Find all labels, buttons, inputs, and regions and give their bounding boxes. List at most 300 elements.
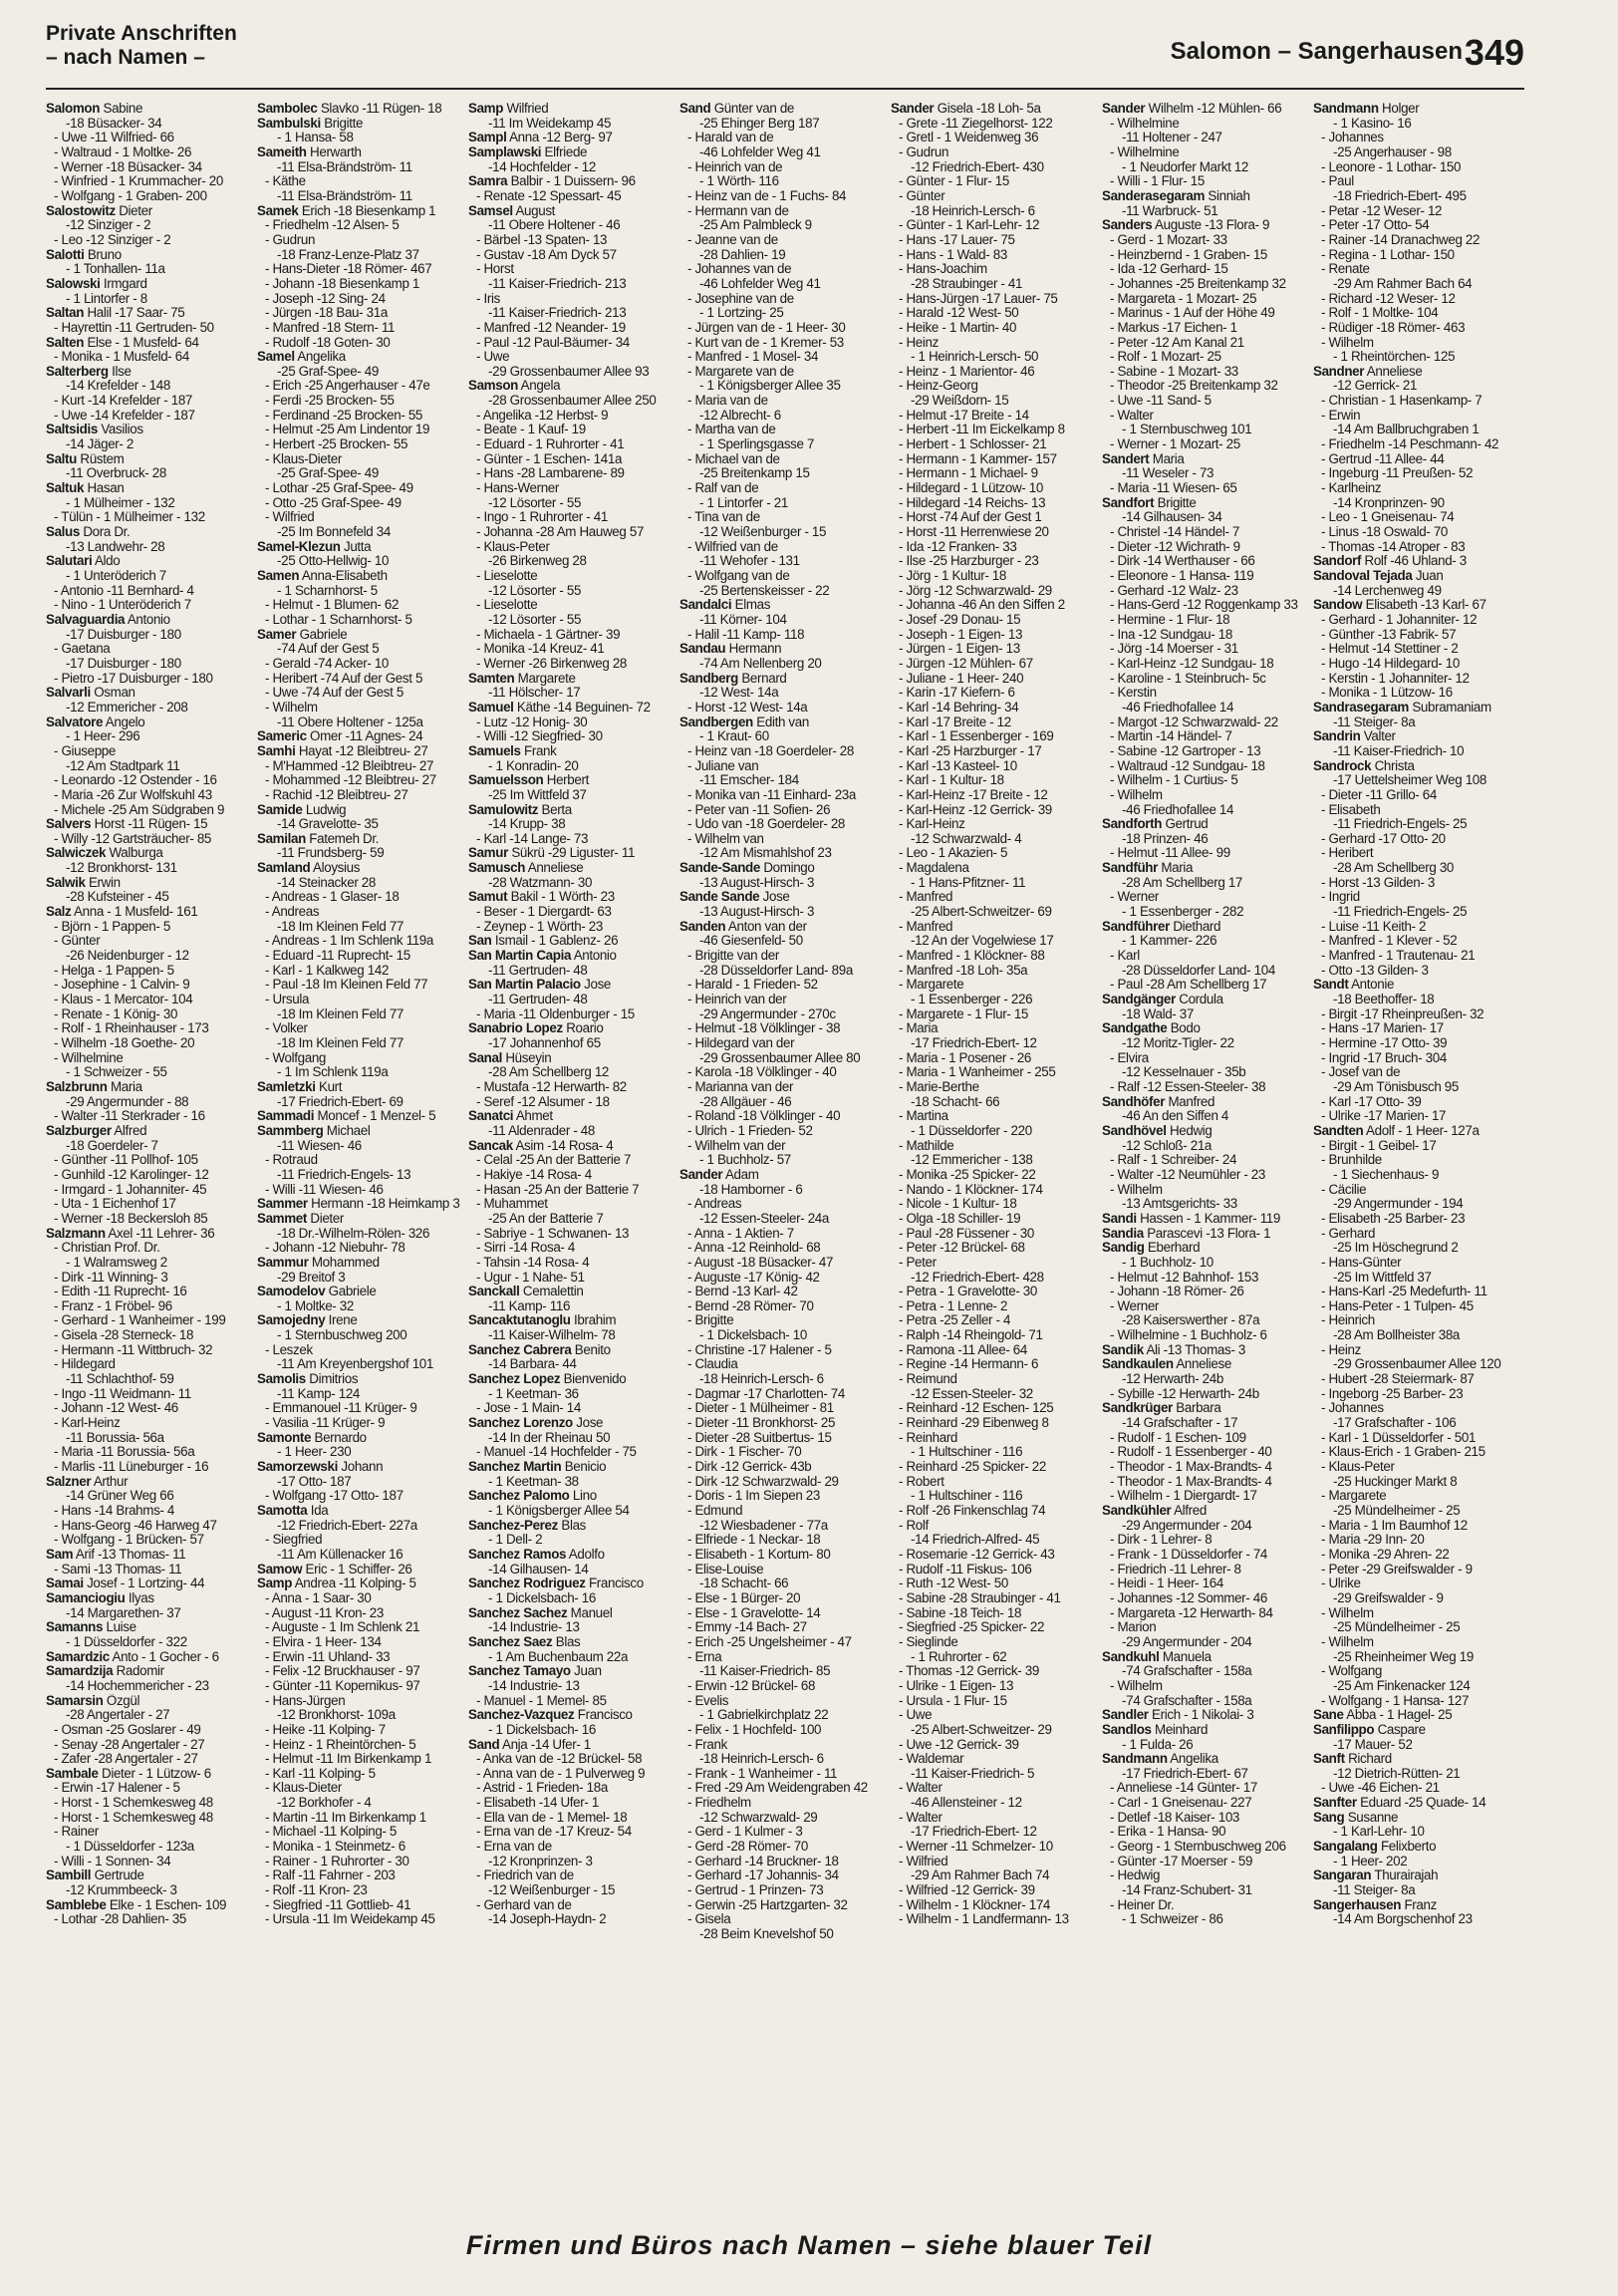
entry-details: Cemalettin [522, 1285, 584, 1299]
entry-details: Sükrü -29 Liguster- 11 [511, 846, 636, 861]
page-header [0, 0, 1618, 96]
entry-headline [468, 701, 677, 716]
entry-headline [1313, 978, 1522, 993]
entry-continuation: -29 Angermunder - 270c [699, 1006, 836, 1021]
entry-continuation: -46 Friedhofallee 14 [1122, 802, 1234, 817]
entry-subline: - Leo - 1 Akazien- 5 [899, 846, 1008, 861]
entry-subline: - Eduard -11 Ruprecht- 15 [265, 949, 410, 964]
entry-subline: - Renate - 1 König- 30 [54, 1006, 178, 1021]
entry-details: Valter [1363, 729, 1396, 744]
entry-headline [46, 1591, 255, 1606]
entry-headline [468, 890, 677, 905]
entry-subline: - Horst -11 Herrenwiese 20 [899, 525, 1049, 540]
entry-headline [1102, 1357, 1311, 1372]
entry-subline: - Hakiye -14 Rosa- 4 [476, 1167, 592, 1182]
surname: Sandgänger [1102, 993, 1176, 1007]
surname: Sammadi [257, 1109, 315, 1124]
surname: Sandfort [1102, 495, 1155, 510]
entry-continuation: -14 Grüner Weg 66 [66, 1489, 174, 1504]
entry-headline [1102, 1708, 1311, 1723]
directory-column [1102, 102, 1311, 2212]
entry-subline: - Peter van -11 Sofien- 26 [687, 802, 831, 817]
entry-subline: - Wolfgang [1321, 1664, 1383, 1679]
entry-subline: - Dirk -12 Schwarzwald- 29 [687, 1474, 839, 1489]
entry-headline [468, 1021, 677, 1036]
entry-subline: - Hasan -25 An der Batterie 7 [476, 1182, 640, 1197]
entry-details: Hermann [728, 642, 782, 657]
entry-details: Rüstem [80, 451, 125, 466]
entry-headline [46, 1080, 255, 1095]
entry-subline: - Marie-Berthe [899, 1079, 979, 1094]
entry-details: Subramaniam [1412, 700, 1491, 715]
entry-continuation: -12 Essen-Steeler- 24a [699, 1211, 829, 1226]
entry-subline: - M'Hammed -12 Bleibtreu- 27 [265, 758, 434, 773]
entry-subline: - Johann -18 Biesenkamp 1 [265, 276, 420, 291]
entry-details: Fatemeh Dr. [309, 831, 380, 846]
entry-subline: - Heinz [899, 335, 939, 350]
entry-headline [468, 1738, 677, 1753]
entry-headline [1102, 102, 1311, 117]
entry-continuation: - 1 Sternbuschweg 200 [277, 1328, 407, 1343]
entry-subline: - Kerstin - 1 Johanniter- 12 [1321, 671, 1470, 686]
entry-continuation: -11 Kaiser-Wilhelm- 78 [488, 1328, 616, 1343]
entry-details: Herbert [546, 773, 589, 788]
entry-continuation: -11 Wiesen- 46 [277, 1138, 362, 1153]
entry-subline: - Karl -14 Behring- 34 [899, 700, 1019, 715]
entry-continuation: -12 Emmericher - 138 [911, 1153, 1033, 1168]
surname: Saltsidis [46, 423, 98, 437]
entry-subline: - Rudolf -11 Fiskus- 106 [899, 1562, 1032, 1577]
entry-subline: - Manfred - 1 Trautenau- 21 [1321, 949, 1476, 964]
entry-continuation: -25 Im Wittfeld 37 [488, 787, 587, 802]
entry-continuation: - 1 Tonhallen- 11a [66, 262, 165, 277]
entry-continuation: -28 Beim Knevelshof 50 [699, 1927, 834, 1942]
entry-details: Irene [328, 1313, 358, 1328]
entry-headline [1313, 102, 1522, 117]
entry-continuation: -18 Schacht- 66 [911, 1094, 1000, 1109]
entry-subline: - Günter - 1 Flur- 15 [899, 174, 1009, 189]
entry-subline: - Martin -14 Händel- 7 [1110, 729, 1232, 744]
entry-continuation: -25 Graf-Spee- 49 [277, 466, 379, 481]
entry-subline: - Sami -13 Thomas- 11 [54, 1562, 182, 1577]
entry-subline: - Michael -11 Kolping- 5 [265, 1825, 398, 1840]
entry-continuation: -13 August-Hirsch- 3 [699, 905, 815, 920]
surname: Samson [468, 379, 518, 394]
entry-headline [257, 861, 466, 876]
entry-subline: - Wilfried [899, 1854, 948, 1868]
surname: Sandoval Tejada [1313, 569, 1413, 583]
entry-continuation: -14 Hochemmericher - 23 [66, 1678, 209, 1693]
entry-subline: - Heidi - 1 Heer- 164 [1110, 1577, 1223, 1591]
entry-subline: - Hildegard [54, 1357, 116, 1372]
entry-subline: - Heinz [1321, 1342, 1361, 1357]
surname: Sam [46, 1547, 74, 1562]
entry-subline: - Klaus-Erich - 1 Graben- 215 [1321, 1445, 1485, 1460]
entry-continuation: -25 Huckinger Markt 8 [1333, 1474, 1458, 1489]
entry-subline: - Waltraud - 1 Moltke- 26 [54, 144, 192, 159]
surname: Sandau [679, 642, 726, 657]
entry-details: Bodo [1170, 1021, 1201, 1036]
entry-subline: - Tülün - 1 Mülheimer - 132 [54, 510, 205, 525]
entry-subline: - Gerhard - 1 Johanniter- 12 [1321, 612, 1478, 627]
entry-subline: - Fred -29 Am Weidengraben 42 [687, 1781, 868, 1796]
entry-subline: - Gerhard -12 Walz- 23 [1110, 583, 1238, 598]
surname: Salz [46, 905, 72, 920]
surname: Sambulski [257, 116, 321, 131]
entry-continuation: - 1 Keetman- 38 [488, 1474, 579, 1489]
entry-details: Diethard [1173, 919, 1221, 934]
entry-subline: - Karl-Heinz -12 Sundgau- 18 [1110, 656, 1274, 671]
entry-subline: - Kerstin [1110, 686, 1157, 701]
entry-continuation: -28 Watzmann- 30 [488, 875, 593, 890]
surname: Sandmann [1313, 102, 1379, 116]
entry-continuation: - 1 Düsseldorfer - 123a [66, 1840, 194, 1855]
entry-continuation: -12 Krummbeeck- 3 [66, 1883, 177, 1898]
entry-subline: - Günther -13 Fabrik- 57 [1321, 627, 1457, 642]
entry-subline: - Manfred -18 Stern- 11 [265, 320, 396, 335]
entry-headline [1102, 861, 1311, 876]
entry-continuation: -11 Obere Holtener - 125a [277, 715, 423, 729]
entry-subline: - Eduard - 1 Ruhrorter - 41 [476, 437, 625, 452]
entry-continuation: -26 Neidenburger - 12 [66, 949, 189, 964]
entry-headline [257, 145, 466, 160]
entry-subline: - Horst -13 Gilden- 3 [1321, 875, 1435, 890]
entry-headline [46, 1577, 255, 1591]
entry-details: Bienvenido [563, 1372, 627, 1387]
entry-headline [257, 102, 466, 117]
entry-subline: - Rüdiger -18 Römer- 463 [1321, 320, 1466, 335]
entry-continuation: -11 Friedrich-Engels- 25 [1333, 817, 1468, 832]
entry-details: Asim -14 Rosa- 4 [515, 1138, 614, 1153]
entry-headline [679, 861, 889, 876]
surname: Samur [468, 846, 508, 861]
entry-subline: - Edith -11 Ruprecht- 16 [54, 1285, 187, 1299]
entry-continuation: -46 Lohfelder Weg 41 [699, 144, 821, 159]
entry-subline: - Hans-Joachim [899, 262, 987, 277]
surname: Sanderasegaram [1102, 188, 1206, 203]
entry-subline: - Wolfgang - 1 Graben- 200 [54, 188, 207, 203]
entry-headline [257, 1372, 466, 1387]
entry-subline: - Uwe -46 Eichen- 21 [1321, 1781, 1440, 1796]
entry-headline [468, 1460, 677, 1475]
surname: Samai [46, 1577, 84, 1591]
surname: Salutari [46, 554, 93, 569]
entry-subline: - Anna van de - 1 Pulverweg 9 [476, 1766, 646, 1781]
surname: Salzner [46, 1474, 92, 1489]
entry-continuation: - 1 Dell- 2 [488, 1533, 543, 1548]
entry-headline [1102, 1227, 1311, 1242]
surname: Salterberg [46, 364, 109, 379]
surname: Sandt [1313, 978, 1349, 993]
entry-subline: - Waltraud -12 Sundgau- 18 [1110, 758, 1265, 773]
entry-subline: - Petra - 1 Lenne- 2 [899, 1298, 1008, 1313]
entry-subline: - Brigitte [687, 1313, 734, 1328]
entry-subline: - Anna -12 Reinhold- 68 [687, 1241, 821, 1256]
surname: Samra [468, 174, 508, 189]
entry-details: Mohammed [311, 1255, 380, 1270]
entry-details: Aloysius [313, 861, 361, 876]
entry-details: Roario [566, 1021, 604, 1036]
entry-subline: - Maria -26 Zur Wolfskuhl 43 [54, 787, 212, 802]
entry-details: Michael [326, 1123, 371, 1138]
entry-subline: - Karoline - 1 Steinbruch- 5c [1110, 671, 1266, 686]
entry-continuation: -28 Straubinger - 41 [911, 276, 1023, 291]
entry-headline [46, 277, 255, 292]
entry-subline: - Helmut -17 Breite - 14 [899, 408, 1029, 423]
surname: San [468, 934, 492, 949]
entry-subline: - Antonio -11 Bernhard- 4 [54, 583, 194, 598]
entry-subline: - Wilhelm [1110, 1678, 1163, 1693]
entry-continuation: - 1 Unteröderich 7 [66, 569, 166, 583]
entry-subline: - Heiner Dr. [1110, 1897, 1175, 1912]
entry-subline: - Hans-Jürgen [265, 1693, 346, 1708]
entry-continuation: -18 Im Kleinen Feld 77 [277, 1036, 404, 1050]
entry-continuation: - 1 Heer- 296 [66, 729, 140, 744]
entry-continuation: - 1 Dickelsbach- 16 [488, 1590, 596, 1605]
surname: Sanchez Cabrera [468, 1342, 572, 1357]
surname: Samhi [257, 743, 296, 758]
entry-subline: - Theodor - 1 Max-Brandts- 4 [1110, 1460, 1272, 1475]
entry-subline: - Felix -12 Bruckhauser - 97 [265, 1664, 420, 1679]
entry-subline: - Herbert -11 Im Eickelkamp 8 [899, 423, 1065, 437]
entry-details: Blas [561, 1518, 587, 1533]
entry-headline [468, 773, 677, 788]
entry-subline: - Karl-Heinz -17 Breite - 12 [899, 787, 1048, 802]
entry-continuation: -11 Borussia- 56a [66, 1430, 164, 1445]
entry-details: Sabine [103, 102, 143, 116]
entry-continuation: -25 Im Wittfeld 37 [1333, 1270, 1432, 1285]
entry-subline: - Walter -11 Sterkrader - 16 [54, 1109, 205, 1124]
entry-details: Bernard [741, 671, 787, 686]
entry-subline: - Thomas -12 Gerrick- 39 [899, 1664, 1039, 1679]
surname: Sammet [257, 1211, 307, 1226]
entry-headline [46, 554, 255, 569]
surname: San Martin Palacio [468, 978, 581, 993]
entry-subline: - Monika -29 Ahren- 22 [1321, 1547, 1450, 1562]
entry-continuation: -17 Friedrich-Ebert- 12 [911, 1036, 1037, 1050]
entry-subline: - Wilhelm [1321, 335, 1374, 350]
entry-details: Vasilios [101, 423, 143, 437]
entry-subline: - Gudrun [899, 144, 949, 159]
entry-details: Osman [94, 686, 135, 701]
entry-headline [46, 613, 255, 628]
entry-continuation: -14 Barbara- 44 [488, 1357, 577, 1372]
entry-details: Özgül [106, 1693, 140, 1708]
entry-subline: - Felix - 1 Hochfeld- 100 [687, 1722, 822, 1737]
entry-subline: - Christian Prof. Dr. [54, 1241, 160, 1256]
entry-details: Francisco [588, 1577, 644, 1591]
entry-details: Elke - 1 Eschen- 109 [109, 1897, 227, 1912]
entry-subline: - Maria [899, 1021, 939, 1036]
entry-headline [257, 117, 466, 132]
entry-continuation: -29 Am Rahmer Bach 64 [1333, 276, 1473, 291]
entry-subline: - Carl - 1 Gneisenau- 227 [1110, 1796, 1252, 1811]
entry-subline: - Petra -25 Zeller - 4 [899, 1313, 1011, 1328]
entry-subline: - Hans-Werner [476, 481, 560, 496]
entry-details: Horst -11 Rügen- 15 [94, 817, 208, 832]
entry-subline: - Hermann -11 Wittbruch- 32 [54, 1342, 213, 1357]
entry-subline: - Dieter -28 Suitbertus- 15 [687, 1430, 832, 1445]
entry-headline [468, 174, 677, 189]
entry-subline: - Paul -28 Füssener - 30 [899, 1226, 1034, 1241]
entry-details: Juan [1415, 569, 1444, 583]
entry-headline [679, 598, 889, 613]
entry-subline: - Helmut -14 Stettiner - 2 [1321, 642, 1459, 657]
entry-continuation: -18 Heinrich-Lersch- 6 [699, 1372, 824, 1387]
entry-subline: - Dieter -11 Bronkhorst- 25 [687, 1416, 836, 1431]
entry-continuation: -29 Am Rahmer Bach 74 [911, 1868, 1050, 1883]
entry-continuation: -12 Friedrich-Ebert- 430 [911, 159, 1044, 174]
entry-headline [1102, 1095, 1311, 1110]
entry-details: Dimitrios [309, 1372, 359, 1387]
entry-continuation: -12 Am Mismahlshof 23 [699, 846, 832, 861]
entry-subline: - Elisabeth -25 Barber- 23 [1321, 1211, 1466, 1226]
entry-details: Gabriele [328, 1285, 377, 1299]
entry-subline: - Sybille -12 Herwarth- 24b [1110, 1386, 1259, 1401]
entry-continuation: -74 Grafschafter - 158a [1122, 1664, 1252, 1679]
entry-subline: - Beate - 1 Kauf- 19 [476, 423, 586, 437]
entry-subline: - Wilhelm [265, 700, 318, 715]
entry-subline: - Ingeborg -25 Barber- 23 [1321, 1386, 1464, 1401]
entry-subline: - Karl-Heinz [54, 1416, 121, 1431]
entry-subline: - Wolfgang van de [687, 569, 790, 583]
surname: Samp [257, 1577, 293, 1591]
entry-continuation: -14 Hochfelder - 12 [488, 159, 596, 174]
entry-subline: - Günter - 1 Eschen- 141a [476, 451, 623, 466]
entry-headline [468, 1635, 677, 1650]
entry-subline: - Martha van de [687, 423, 776, 437]
surname: Sanchez Lorenzo [468, 1416, 573, 1431]
entry-subline: - Heinz van -18 Goerdeler- 28 [687, 743, 854, 758]
directory-column [46, 102, 255, 2212]
entry-details: Lino [572, 1489, 597, 1504]
entry-details: Auguste -13 Flora- 9 [1155, 218, 1270, 233]
entry-subline: - Werner -26 Birkenweg 28 [476, 656, 628, 671]
entry-headline [468, 846, 677, 861]
surname: Saltuk [46, 481, 85, 496]
entry-subline: - Karl - 1 Kultur- 18 [899, 773, 1004, 788]
entry-continuation: - 1 Heinrich-Lersch- 50 [911, 350, 1039, 365]
surname: Saltu [46, 451, 77, 466]
entry-subline: - Hayrettin -11 Gertruden- 50 [54, 320, 214, 335]
entry-details: Adolfo [568, 1547, 605, 1562]
entry-headline [1313, 1840, 1522, 1855]
entry-subline: - Paul [1321, 174, 1354, 189]
entry-headline [1313, 1124, 1522, 1139]
entry-subline: - Hugo -14 Hildegard- 10 [1321, 656, 1460, 671]
entry-subline: - Friedhelm -12 Alsen- 5 [265, 218, 400, 233]
entry-subline: - Andreas - 1 Glaser- 18 [265, 890, 400, 905]
entry-details: Hedwig [1169, 1123, 1213, 1138]
entry-subline: - Ursula - 1 Flur- 15 [899, 1693, 1007, 1708]
entry-subline: - Johann -12 Niebuhr- 78 [265, 1241, 405, 1256]
surname: Sambale [46, 1766, 99, 1781]
entry-details: Christa [1374, 758, 1415, 773]
entry-headline [1102, 817, 1311, 832]
entry-details: Abba - 1 Hagel- 25 [1346, 1708, 1453, 1723]
entry-subline: - Gustav -18 Am Dyck 57 [476, 247, 617, 262]
entry-details: Irmgard [103, 276, 147, 291]
surname: Sangerhausen [1313, 1897, 1402, 1912]
entry-headline [257, 350, 466, 365]
entry-headline [1102, 1241, 1311, 1256]
entry-details: Susanne [1347, 1810, 1399, 1825]
entry-subline: - Wilhelm - 1 Diergardt- 17 [1110, 1489, 1257, 1504]
entry-continuation: - 1 Konradin- 20 [488, 758, 579, 773]
entry-headline [1102, 452, 1311, 467]
entry-subline: - Johann -12 West- 46 [54, 1401, 178, 1416]
entry-subline: - Horst -12 West- 14a [687, 700, 808, 715]
entry-continuation: -25 Ehinger Berg 187 [699, 116, 820, 131]
entry-subline: - Gertrud - 1 Prinzen- 73 [687, 1883, 824, 1898]
entry-details: Slavko -11 Rügen- 18 [320, 102, 442, 116]
entry-subline: - Bernd -28 Römer- 70 [687, 1298, 814, 1313]
entry-subline: - Joseph - 1 Eigen- 13 [899, 627, 1023, 642]
entry-subline: - Marion [1110, 1620, 1157, 1635]
entry-subline: - Elise-Louise [687, 1562, 764, 1577]
entry-headline [468, 861, 677, 876]
entry-subline: - Jörg -14 Moerser - 31 [1110, 642, 1238, 657]
surname: Sanal [468, 1050, 502, 1065]
entry-subline: - Ralf - 1 Schreiber- 24 [1110, 1153, 1237, 1168]
entry-continuation: - 1 Gabrielkirchplatz 22 [699, 1708, 829, 1723]
entry-continuation: -14 Krupp- 38 [488, 817, 566, 832]
entry-details: Gertrud [1165, 817, 1209, 832]
entry-continuation: -14 Kronprinzen- 90 [1333, 495, 1445, 510]
entry-subline: - Hans-Günter [1321, 1255, 1402, 1270]
entry-continuation: -11 Kaiser-Friedrich- 213 [488, 306, 627, 321]
entry-subline: - Heinrich van de [687, 159, 783, 174]
entry-headline [257, 1256, 466, 1271]
entry-details: Antonio [127, 612, 170, 627]
entry-details: Elfriede [544, 144, 588, 159]
entry-continuation: - 1 Sternbuschweg 101 [1122, 423, 1252, 437]
entry-headline [1102, 1021, 1311, 1036]
entry-subline: - Juliane - 1 Heer- 240 [899, 671, 1024, 686]
entry-continuation: -12 Kesselnauer - 35b [1122, 1065, 1246, 1080]
entry-continuation: -18 Goerdeler- 7 [66, 1138, 158, 1153]
entry-subline: - Gaetana [54, 642, 111, 657]
entry-continuation: -29 Angermunder - 204 [1122, 1518, 1252, 1533]
entry-headline [46, 1767, 255, 1782]
entry-headline [468, 131, 677, 145]
entry-subline: - Heinzbernd - 1 Graben- 15 [1110, 247, 1268, 262]
surname: Samletzki [257, 1079, 316, 1094]
entry-continuation: -11 Obere Holtener - 46 [488, 218, 621, 233]
surname: Samland [257, 861, 311, 876]
entry-continuation: -29 Angermunder - 204 [1122, 1634, 1252, 1649]
surname: Samow [257, 1562, 303, 1577]
entry-headline [1313, 729, 1522, 744]
entry-headline [468, 145, 677, 160]
surname: Sanfilippo [1313, 1722, 1375, 1737]
entry-headline [679, 1168, 889, 1183]
entry-details: Käthe -14 Beguinen- 72 [516, 700, 651, 715]
entry-headline [1102, 993, 1311, 1007]
entry-subline: - Maria - 1 Im Baumhof 12 [1321, 1518, 1468, 1533]
entry-subline: - Karl - 1 Essenberger - 169 [899, 729, 1054, 744]
entry-subline: - Monika - 1 Musfeld- 64 [54, 350, 189, 365]
entry-subline: - Kurt van de - 1 Kremer- 53 [687, 335, 844, 350]
entry-subline: - Brunhilde [1321, 1153, 1382, 1168]
entry-details: Balbir - 1 Duissern- 96 [510, 174, 636, 189]
entry-details: Cordula [1179, 993, 1223, 1007]
entry-subline: - Seref -12 Alsumer - 18 [476, 1094, 610, 1109]
entry-headline [257, 1197, 466, 1212]
entry-details: Axel -11 Lehrer- 36 [108, 1226, 215, 1241]
entry-continuation: - 1 Schweizer - 55 [66, 1065, 167, 1080]
entry-continuation: - 1 Hultschiner - 116 [911, 1489, 1023, 1504]
